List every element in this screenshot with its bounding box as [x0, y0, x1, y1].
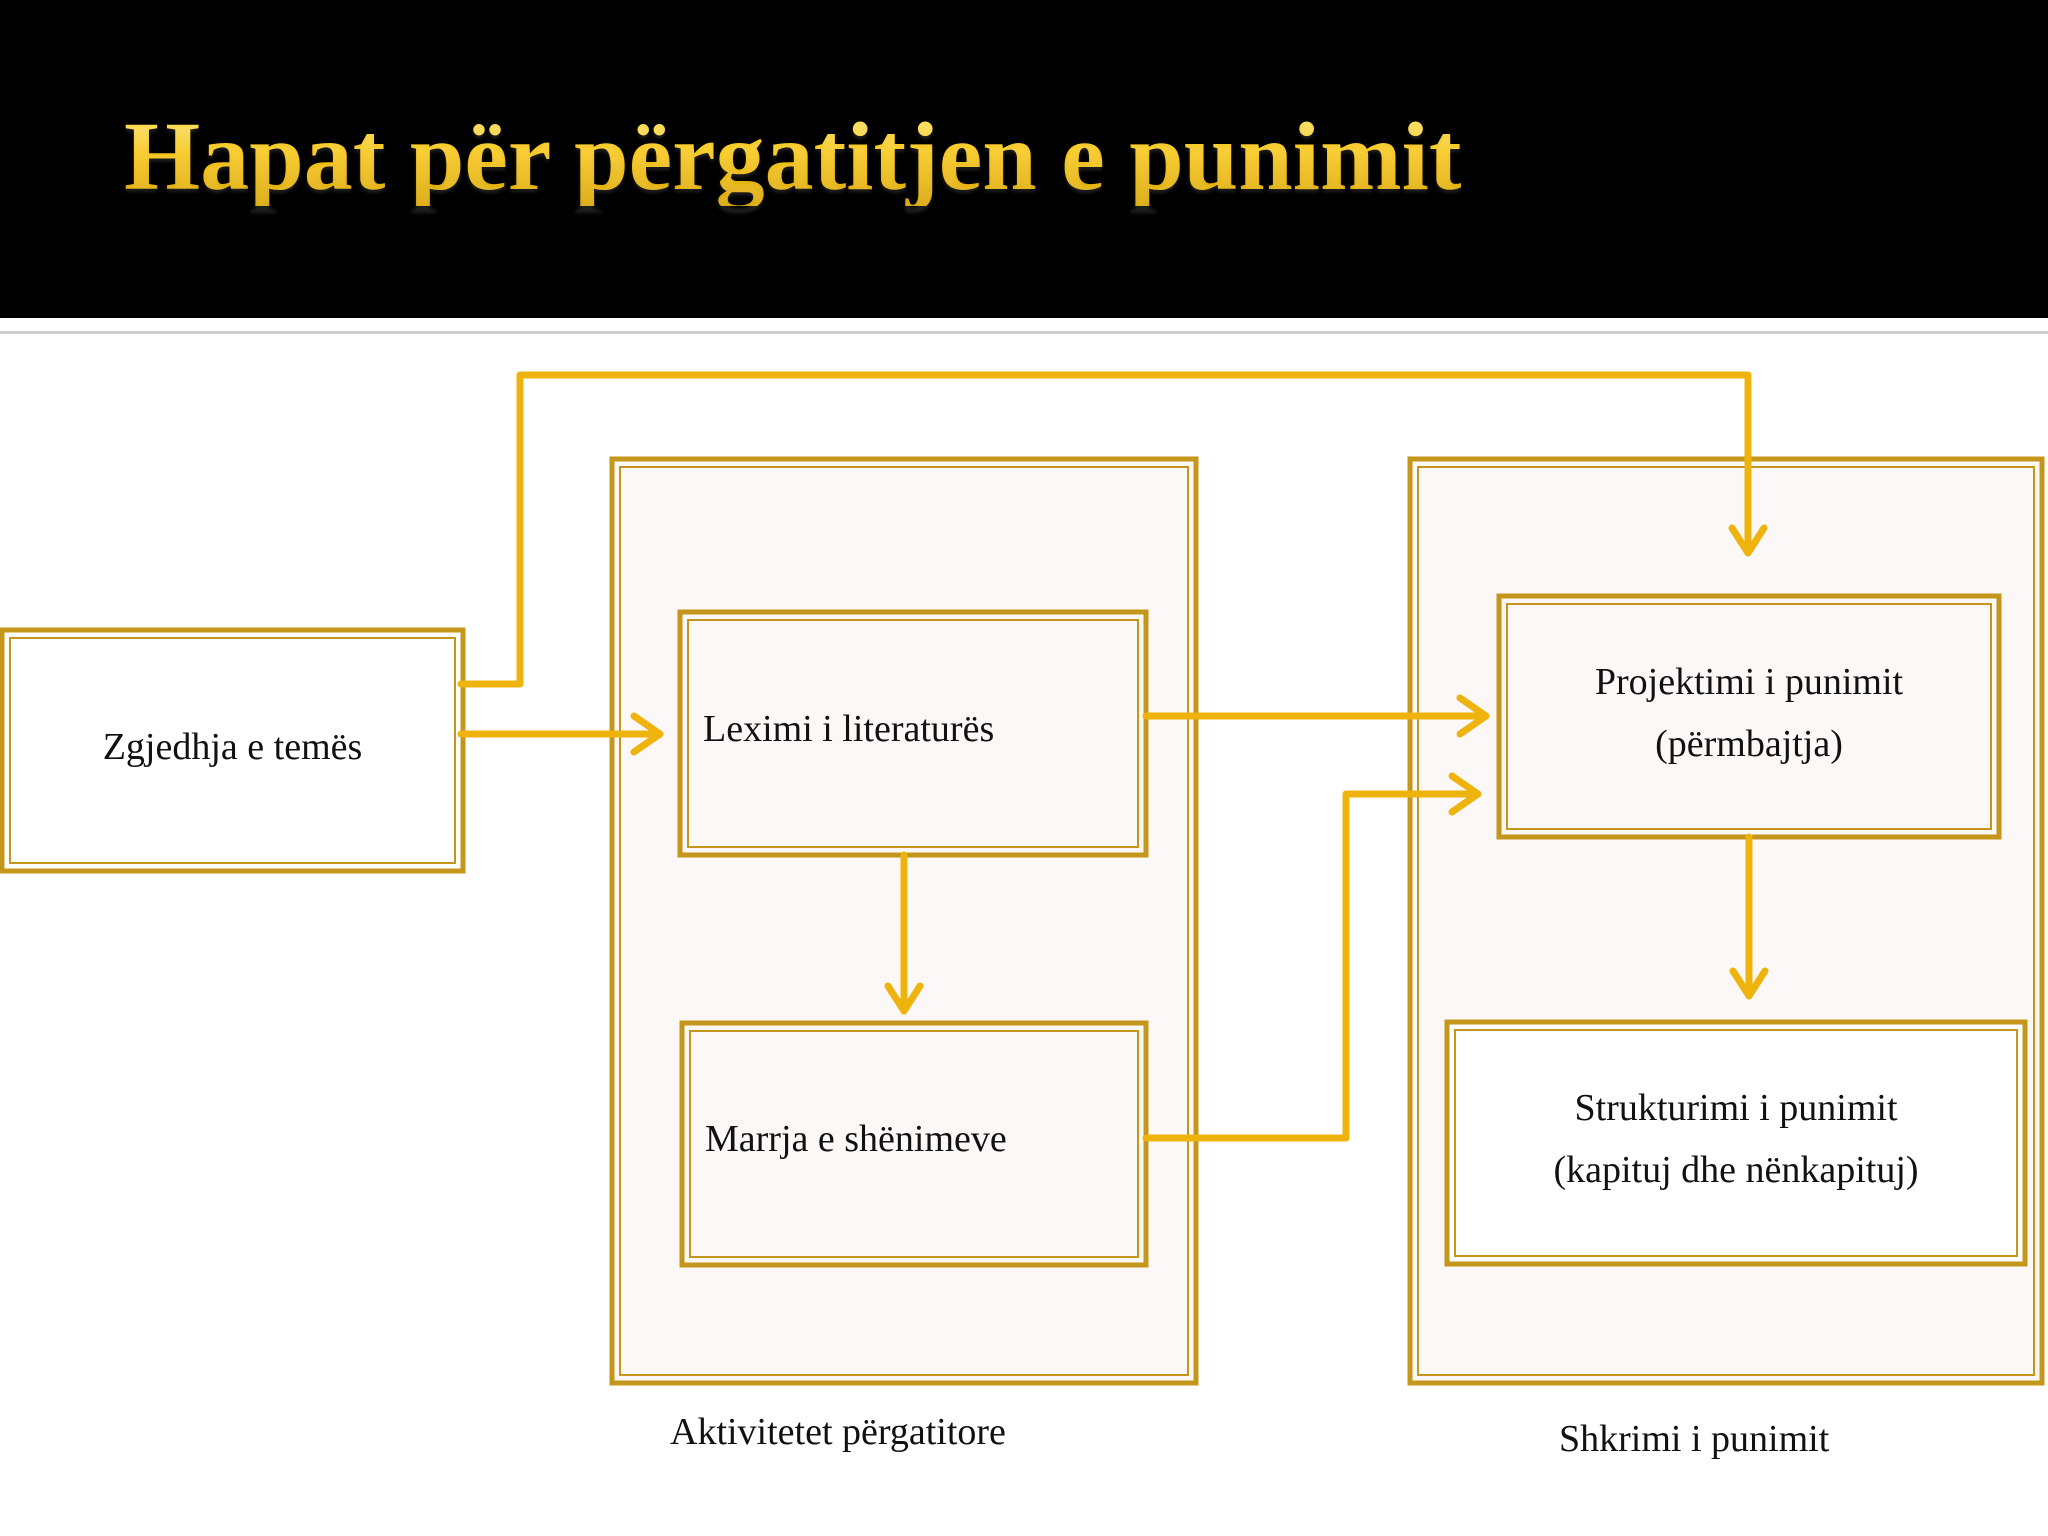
node-design-line1: Projektimi i punimit	[1594, 661, 1904, 703]
node-structure-line2: (kapituj dhe nënkapituj)	[1553, 1149, 1919, 1191]
group-writing-caption: Shkrimi i punimit	[1559, 1418, 1830, 1460]
node-reading-label: Leximi i literaturës	[703, 708, 995, 750]
node-design-line2: (përmbajtja)	[1655, 723, 1843, 765]
node-notes-label: Marrja e shënimeve	[705, 1118, 1007, 1160]
node-structure-label	[1447, 1077, 2025, 1201]
slide-title: Hapat për përgatitjen e punimit	[124, 103, 1462, 211]
group-preparatory-caption: Aktivitetet përgatitore	[670, 1411, 1006, 1453]
node-topic-label: Zgjedhja e temës	[102, 726, 363, 768]
node-structure-line1: Strukturimi i punimit	[1574, 1087, 1898, 1129]
node-design-label	[1499, 651, 1999, 775]
